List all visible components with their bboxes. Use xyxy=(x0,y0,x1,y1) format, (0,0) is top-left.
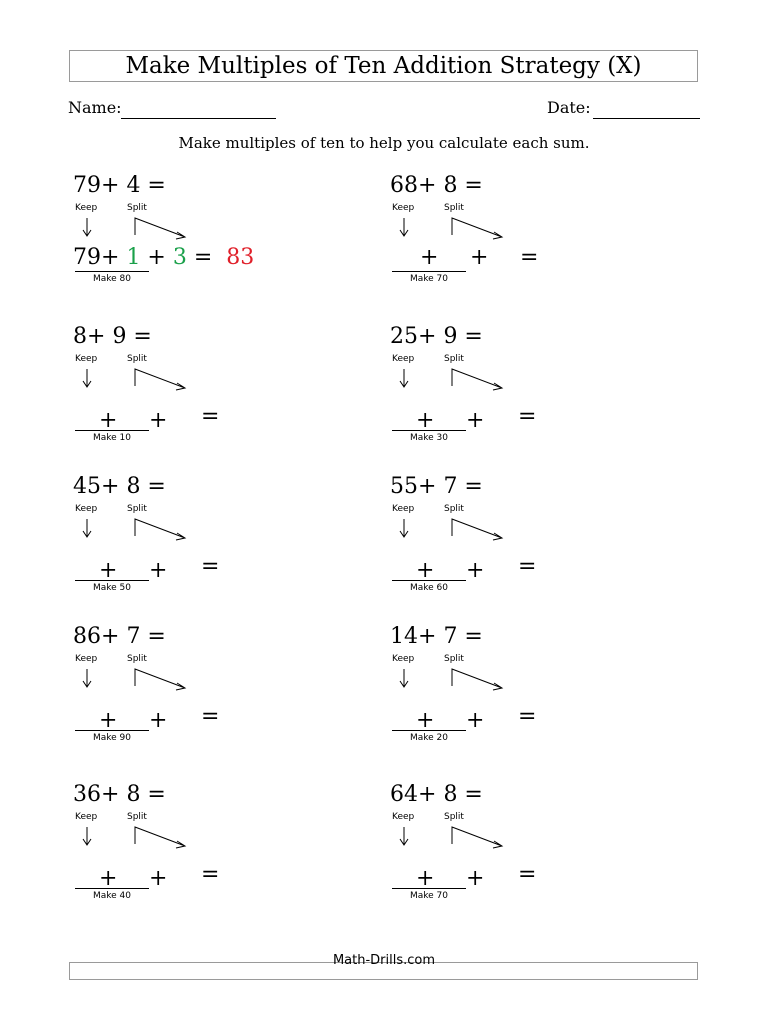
make-underline[interactable] xyxy=(392,730,466,731)
plus-sign: + xyxy=(101,474,127,499)
equals-sign: = xyxy=(457,624,483,649)
split-arrow-icon xyxy=(452,827,502,848)
date-field[interactable] xyxy=(593,118,700,119)
problem-item xyxy=(390,324,710,443)
keep-label: Keep xyxy=(392,812,415,822)
make-label: Make 60 xyxy=(409,583,449,593)
plus-sign: + xyxy=(99,866,118,891)
keep-split-arrows xyxy=(73,624,213,694)
plus-sign: + xyxy=(466,866,485,891)
keep-label: Keep xyxy=(392,203,415,213)
split-arrow-icon xyxy=(135,669,185,690)
keep-split-arrows xyxy=(73,782,213,852)
plus-sign: + xyxy=(101,782,127,807)
addend-a: 79 xyxy=(73,173,101,198)
make-underline[interactable] xyxy=(75,888,149,889)
keep-split-arrows xyxy=(390,624,530,694)
addend-a: 64 xyxy=(390,782,418,807)
split-arrow-icon xyxy=(452,519,502,540)
keep-arrow-icon xyxy=(400,369,408,387)
keep-arrow-icon xyxy=(400,669,408,687)
make-underline[interactable] xyxy=(392,888,466,889)
make-underline[interactable] xyxy=(392,271,466,272)
keep-label: Keep xyxy=(75,504,98,514)
plus-sign: + xyxy=(418,173,444,198)
addend-a: 8 xyxy=(73,324,87,349)
keep-label: Keep xyxy=(75,812,98,822)
example-answer-row xyxy=(73,245,254,270)
plus-sign: + xyxy=(416,866,435,891)
problem-item xyxy=(390,173,710,283)
plus-sign: + xyxy=(149,408,168,433)
addend-b: 7 xyxy=(443,624,458,649)
equals-sign: = xyxy=(201,862,220,887)
make-label: Make 20 xyxy=(409,733,449,743)
make-underline[interactable] xyxy=(392,580,466,581)
addend-b: 8 xyxy=(443,173,458,198)
equals-sign: = xyxy=(140,173,166,198)
equals-sign: = xyxy=(518,404,537,429)
instructions: Make multiples of ten to help you calculate each sum. xyxy=(178,134,590,152)
problem-item xyxy=(390,624,710,743)
equals-sign: = xyxy=(518,704,537,729)
keep-split-arrows xyxy=(390,474,530,544)
equals-sign: = xyxy=(457,474,483,499)
equals-sign: = xyxy=(457,324,483,349)
make-label: Make 70 xyxy=(409,274,449,284)
problem-item xyxy=(73,173,393,283)
keep-arrow-icon xyxy=(83,827,91,845)
addend-a: 36 xyxy=(73,782,101,807)
plus-sign: + xyxy=(418,782,444,807)
split-label: Split xyxy=(444,812,464,822)
make-label: Make 70 xyxy=(409,891,449,901)
keep-split-arrows xyxy=(73,324,213,394)
plus-sign: + xyxy=(466,558,485,583)
keep-arrow-icon xyxy=(400,827,408,845)
plus-sign: + xyxy=(418,624,444,649)
keep-split-arrows xyxy=(73,474,213,544)
plus-sign: + xyxy=(101,245,127,270)
make-label: Make 40 xyxy=(92,891,132,901)
addend-a: 45 xyxy=(73,474,101,499)
make-underline[interactable] xyxy=(75,271,149,272)
split-arrow-icon xyxy=(135,827,185,848)
date-label: Date: xyxy=(547,98,591,117)
keep-arrow-icon xyxy=(83,218,91,236)
keep-label: Keep xyxy=(392,654,415,664)
keep-arrow-icon xyxy=(83,669,91,687)
addend-b: 7 xyxy=(443,474,458,499)
addend-a: 14 xyxy=(390,624,418,649)
keep-split-arrows xyxy=(390,173,530,243)
equals-sign: = xyxy=(140,474,166,499)
problem-item xyxy=(73,782,393,901)
make-underline[interactable] xyxy=(75,730,149,731)
split-label: Split xyxy=(127,654,147,664)
plus-sign: + xyxy=(418,474,444,499)
addend-b: 7 xyxy=(126,624,141,649)
keep-arrow-icon xyxy=(83,519,91,537)
keep-split-arrows xyxy=(390,782,530,852)
plus-sign: + xyxy=(87,324,113,349)
equals-sign: = xyxy=(126,324,152,349)
split-label: Split xyxy=(127,203,147,213)
plus-sign: + xyxy=(420,245,439,270)
addend-b: 8 xyxy=(443,782,458,807)
equals-sign: = xyxy=(201,404,220,429)
addend-a: 55 xyxy=(390,474,418,499)
equals-sign: = xyxy=(457,173,483,198)
worksheet-title: Make Multiples of Ten Addition Strategy (X) xyxy=(69,50,698,82)
addend-a: 68 xyxy=(390,173,418,198)
make-label: Make 50 xyxy=(92,583,132,593)
keep-split-arrows xyxy=(390,324,530,394)
make-label: Make 10 xyxy=(92,433,132,443)
keep-arrow-icon xyxy=(400,218,408,236)
plus-sign: + xyxy=(466,408,485,433)
plus-sign: + xyxy=(101,624,127,649)
split-label: Split xyxy=(444,654,464,664)
keep-arrow-icon xyxy=(83,369,91,387)
example-keep: 79 xyxy=(73,245,101,270)
problem-item xyxy=(390,474,710,593)
addend-b: 8 xyxy=(126,782,141,807)
footer-text: Math-Drills.com xyxy=(332,953,436,968)
example-part1: 1 xyxy=(126,245,141,270)
split-label: Split xyxy=(444,203,464,213)
example-answer: 83 xyxy=(226,245,255,270)
plus-sign: + xyxy=(466,708,485,733)
plus-sign: + xyxy=(416,558,435,583)
equals-sign: = xyxy=(201,554,220,579)
problem-item xyxy=(73,474,393,593)
addend-a: 86 xyxy=(73,624,101,649)
make-label: Make 80 xyxy=(92,274,132,284)
equals-sign: = xyxy=(201,704,220,729)
keep-arrow-icon xyxy=(400,519,408,537)
problem-item xyxy=(73,624,393,743)
plus-sign: + xyxy=(99,558,118,583)
keep-split-arrows xyxy=(73,173,213,243)
keep-label: Keep xyxy=(392,504,415,514)
name-label: Name: xyxy=(68,98,122,117)
addend-a: 25 xyxy=(390,324,418,349)
problem-item xyxy=(73,324,393,443)
split-arrow-icon xyxy=(452,669,502,690)
plus-sign: + xyxy=(149,708,168,733)
addend-b: 9 xyxy=(443,324,458,349)
example-part2: 3 xyxy=(172,245,187,270)
make-label: Make 90 xyxy=(92,733,132,743)
plus-sign: + xyxy=(149,866,168,891)
equals-sign: = xyxy=(520,245,539,270)
addend-b: 8 xyxy=(126,474,141,499)
make-underline[interactable] xyxy=(392,430,466,431)
split-arrow-icon xyxy=(135,218,185,239)
keep-label: Keep xyxy=(392,354,415,364)
keep-label: Keep xyxy=(75,203,98,213)
plus-sign: + xyxy=(140,245,173,270)
split-arrow-icon xyxy=(135,369,185,390)
split-arrow-icon xyxy=(452,218,502,239)
addend-b: 9 xyxy=(112,324,127,349)
split-label: Split xyxy=(127,354,147,364)
keep-label: Keep xyxy=(75,654,98,664)
make-label: Make 30 xyxy=(409,433,449,443)
split-label: Split xyxy=(127,812,147,822)
split-label: Split xyxy=(444,354,464,364)
problem-item xyxy=(390,782,710,901)
plus-sign: + xyxy=(416,708,435,733)
equals-sign: = xyxy=(518,862,537,887)
split-label: Split xyxy=(127,504,147,514)
equals-sign: = xyxy=(518,554,537,579)
addend-b: 4 xyxy=(126,173,141,198)
keep-label: Keep xyxy=(75,354,98,364)
split-label: Split xyxy=(444,504,464,514)
plus-sign: + xyxy=(418,324,444,349)
plus-sign: + xyxy=(99,408,118,433)
equals-sign: = xyxy=(140,624,166,649)
plus-sign: + xyxy=(149,558,168,583)
make-underline[interactable] xyxy=(75,580,149,581)
name-field[interactable] xyxy=(121,118,276,119)
plus-sign: + xyxy=(99,708,118,733)
equals-sign: = xyxy=(140,782,166,807)
plus-sign: + xyxy=(101,173,127,198)
split-arrow-icon xyxy=(452,369,502,390)
split-arrow-icon xyxy=(135,519,185,540)
plus-sign: + xyxy=(470,245,489,270)
make-underline[interactable] xyxy=(75,430,149,431)
plus-sign: + xyxy=(416,408,435,433)
equals-sign: = xyxy=(457,782,483,807)
equals-sign: = xyxy=(186,245,227,270)
